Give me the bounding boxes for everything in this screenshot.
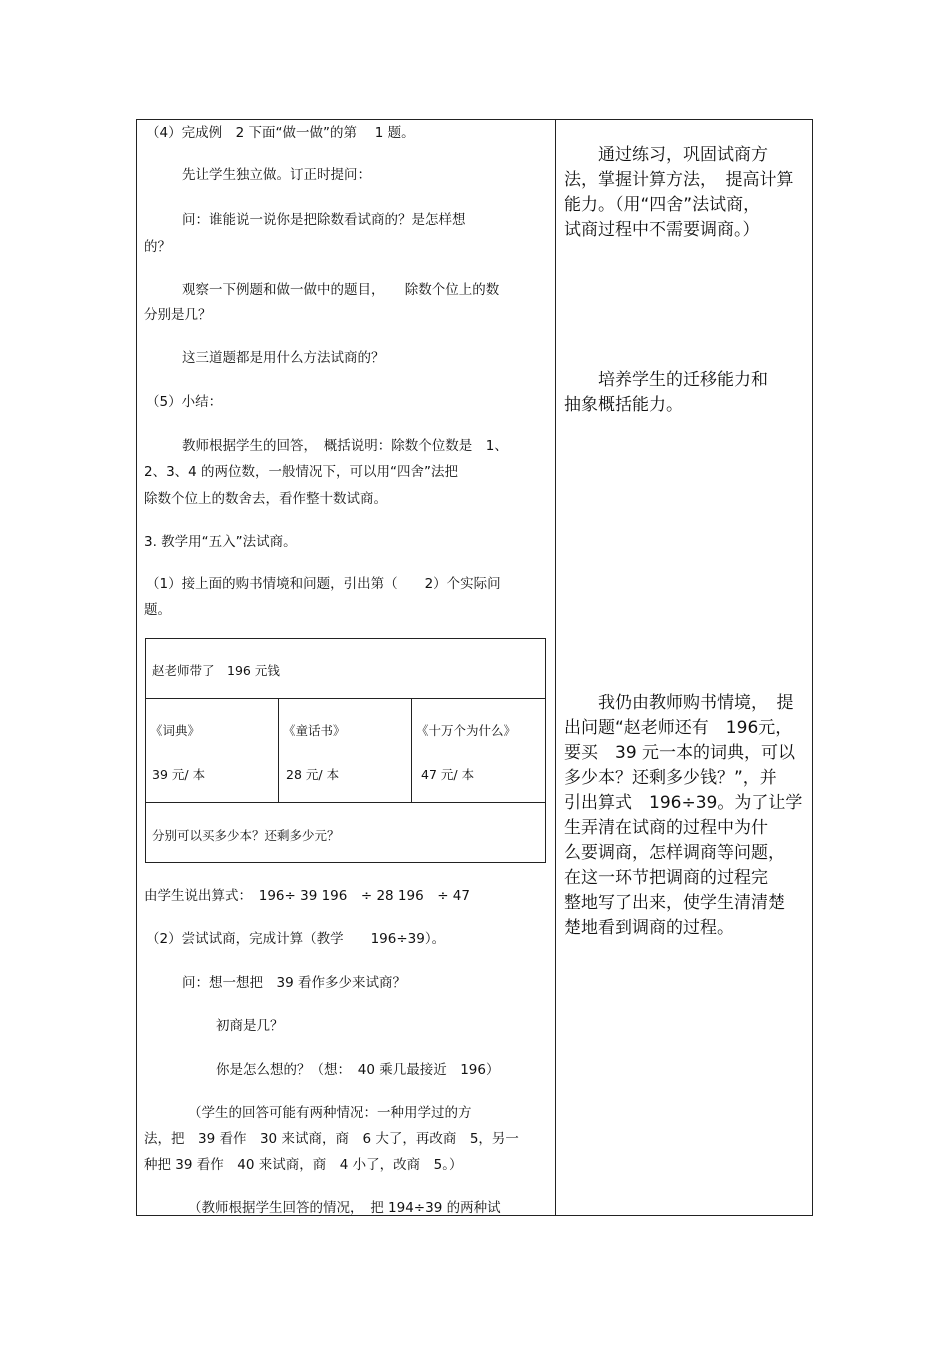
note-1-line: 法，掌握计算方法， 提高计算 [564,170,794,190]
left-line-7: 这三道题都是用什么方法试商的？ [182,350,385,366]
left-line-18: 初商是几？ [216,1018,284,1034]
left-line-8: （5）小结： [146,394,223,410]
note-3-line: 要买 39 元一本的词典，可以 [564,743,796,763]
left-line-4: 的？ [144,239,171,255]
note-3-line: 出问题“赵老师还有 196元， [564,718,793,738]
left-line-6: 分别是几？ [144,307,212,323]
left-line-14: 题。 [144,602,171,618]
note-3-line: 在这一环节把调商的过程完 [564,868,768,888]
left-line-21: 法，把 39 看作 30 来试商，商 6 大了，再改商 5，另一 [144,1131,519,1147]
left-line-20: （学生的回答可能有两种情况：一种用学过的方 [188,1105,472,1121]
left-line-17: 问：想一想把 39 看作多少来试商？ [182,975,406,991]
book-title: 《童话书》 [283,723,346,738]
left-line-16: （2）尝试试商，完成计算（教学 196÷39）。 [146,931,446,947]
book-title: 《十万个为什么》 [416,723,517,738]
left-line-11: 除数个位上的数舍去，看作整十数试商。 [144,491,387,507]
note-3-line: 整地写了出来，使学生清清楚 [564,893,785,913]
book-title: 《词典》 [150,723,201,738]
note-1-line: 试商过程中不需要调商。） [564,220,760,240]
left-line-12: 3. 教学用“五入”法试商。 [144,534,297,550]
book-table-col-rule-1 [278,698,279,802]
left-line-22: 种把 39 看作 40 来试商，商 4 小了，改商 5。） [144,1157,463,1173]
left-line-2: 先让学生独立做。订正时提问： [182,167,371,183]
note-3-line: 么要调商，怎样调商等问题， [564,843,785,863]
book-price: 28 元/ 本 [286,767,340,782]
left-line-19: 你是怎么想的？（想： 40 乘几最接近 196） [216,1062,500,1078]
note-1-line: 能力。（用“四舍”法试商， [564,195,761,215]
note-3-line: 楚地看到调商的过程。 [564,918,734,938]
note-1-line: 通过练习，巩固试商方 [564,145,768,165]
note-3-line: 我仍由教师购书情境， 提 [564,693,794,713]
note-3-line: 引出算式 196÷39。为了让学 [564,793,803,813]
left-line-3: 问：谁能说一说你是把除数看试商的？是怎样想 [182,212,466,228]
left-line-9: 教师根据学生的回答， 概括说明：除数个位数是 1、 [182,438,508,454]
note-2-line: 抽象概括能力。 [564,395,683,415]
left-line-13: （1）接上面的购书情境和问题，引出第（ 2）个实际问 [146,576,501,592]
book-table-col-rule-2 [411,698,412,802]
left-line-10: 2、3、4 的两位数，一般情况下，可以用“四舍”法把 [144,464,459,480]
left-line-23: （教师根据学生回答的情况， 把 194÷39 的两种试 [188,1200,501,1216]
book-table-rule-1 [145,698,546,699]
column-divider [555,119,556,1216]
note-3-line: 生弄清在试商的过程中为什 [564,818,768,838]
book-price: 39 元/ 本 [152,767,206,782]
note-2-line: 培养学生的迁移能力和 [564,370,768,390]
book-price: 47 元/ 本 [421,767,475,782]
book-table-question: 分别可以买多少本？还剩多少元？ [152,828,340,843]
book-table-rule-2 [145,802,546,803]
note-3-line: 多少本？还剩多少钱？”，并 [564,768,777,788]
left-line-15: 由学生说出算式： 196÷ 39 196 ÷ 28 196 ÷ 47 [144,888,470,904]
left-line-5: 观察一下例题和做一做中的题目， 除数个位上的数 [182,282,500,298]
left-line-1: （4）完成例 2 下面“做一做”的第 1 题。 [146,125,415,141]
book-table-header: 赵老师带了 196 元钱 [152,663,280,678]
